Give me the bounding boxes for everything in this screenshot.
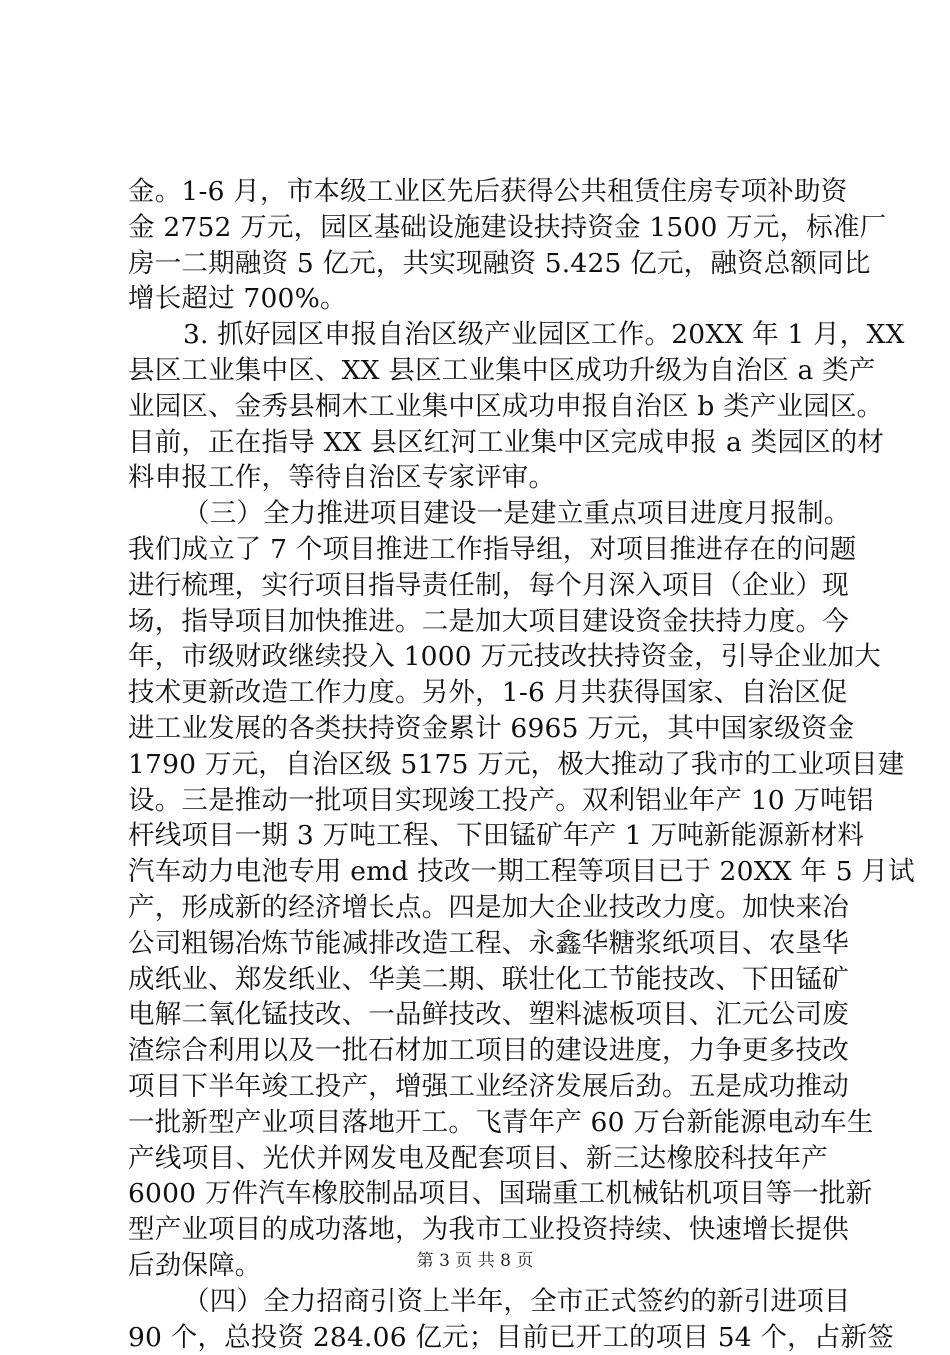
text-line: （四）全力招商引资上半年，全市正式签约的新引进项目 (128, 1284, 828, 1320)
text-line: 金。1-6 月，市本级工业区先后获得公共租赁住房专项补助资 (128, 174, 828, 210)
text-line: 技术更新改造工作力度。另外，1-6 月共获得国家、自治区促 (128, 675, 828, 711)
text-line: 进行梳理，实行项目指导责任制，每个月深入项目（企业）现 (128, 568, 828, 604)
text-line: 目前，正在指导 XX 县区红河工业集中区完成申报 a 类园区的材 (128, 425, 828, 461)
text-line: 设。三是推动一批项目实现竣工投产。双利铝业年产 10 万吨铝 (128, 783, 828, 819)
text-line: 渣综合利用以及一批石材加工项目的建设进度，力争更多技改 (128, 1033, 828, 1069)
text-line: 产线项目、光伏并网发电及配套项目、新三达橡胶科技年产 (128, 1141, 828, 1177)
body-text (128, 174, 828, 1355)
text-line: 公司粗锡冶炼节能减排改造工程、永鑫华糖浆纸项目、农垦华 (128, 926, 828, 962)
text-line: 增长超过 700%。 (128, 281, 828, 317)
text-line: 金 2752 万元，园区基础设施建设扶持资金 1500 万元，标准厂 (128, 210, 828, 246)
page-number-footer: 第 3 页 共 8 页 (0, 1246, 950, 1271)
text-line: 型产业项目的成功落地，为我市工业投资持续、快速增长提供 (128, 1212, 828, 1248)
text-line: 年，市级财政继续投入 1000 万元技改扶持资金，引导企业加大 (128, 639, 828, 675)
text-line: 产，形成新的经济增长点。四是加大企业技改力度。加快来冶 (128, 890, 828, 926)
text-line: 1790 万元，自治区级 5175 万元，极大推动了我市的工业项目建 (128, 747, 828, 783)
text-line: 项目下半年竣工投产，增强工业经济发展后劲。五是成功推动 (128, 1069, 828, 1105)
text-line: 房一二期融资 5 亿元，共实现融资 5.425 亿元，融资总额同比 (128, 246, 828, 282)
text-line: 进工业发展的各类扶持资金累计 6965 万元，其中国家级资金 (128, 711, 828, 747)
text-line: 县区工业集中区、XX 县区工业集中区成功升级为自治区 a 类产 (128, 353, 828, 389)
text-line: 3. 抓好园区申报自治区级产业园区工作。20XX 年 1 月，XX (128, 317, 828, 353)
text-line: 一批新型产业项目落地开工。飞青年产 60 万台新能源电动车生 (128, 1105, 828, 1141)
text-line: 90 个，总投资 284.06 亿元；目前已开工的项目 54 个，占新签 (128, 1320, 828, 1355)
text-line: （三）全力推进项目建设一是建立重点项目进度月报制。 (128, 496, 828, 532)
text-line: 汽车动力电池专用 emd 技改一期工程等项目已于 20XX 年 5 月试 (128, 854, 828, 890)
text-line: 业园区、金秀县桐木工业集中区成功申报自治区 b 类产业园区。 (128, 389, 828, 425)
text-line: 成纸业、郑发纸业、华美二期、联壮化工节能技改、下田锰矿 (128, 962, 828, 998)
text-line: 场，指导项目加快推进。二是加大项目建设资金扶持力度。今 (128, 604, 828, 640)
text-line: 6000 万件汽车橡胶制品项目、国瑞重工机械钻机项目等一批新 (128, 1176, 828, 1212)
text-line: 杆线项目一期 3 万吨工程、下田锰矿年产 1 万吨新能源新材料 (128, 818, 828, 854)
text-line: 料申报工作，等待自治区专家评审。 (128, 460, 828, 496)
text-line: 我们成立了 7 个项目推进工作指导组，对项目推进存在的问题 (128, 532, 828, 568)
text-line: 电解二氧化锰技改、一品鲜技改、塑料滤板项目、汇元公司废 (128, 997, 828, 1033)
text-line: 后劲保障。 (128, 1248, 828, 1284)
